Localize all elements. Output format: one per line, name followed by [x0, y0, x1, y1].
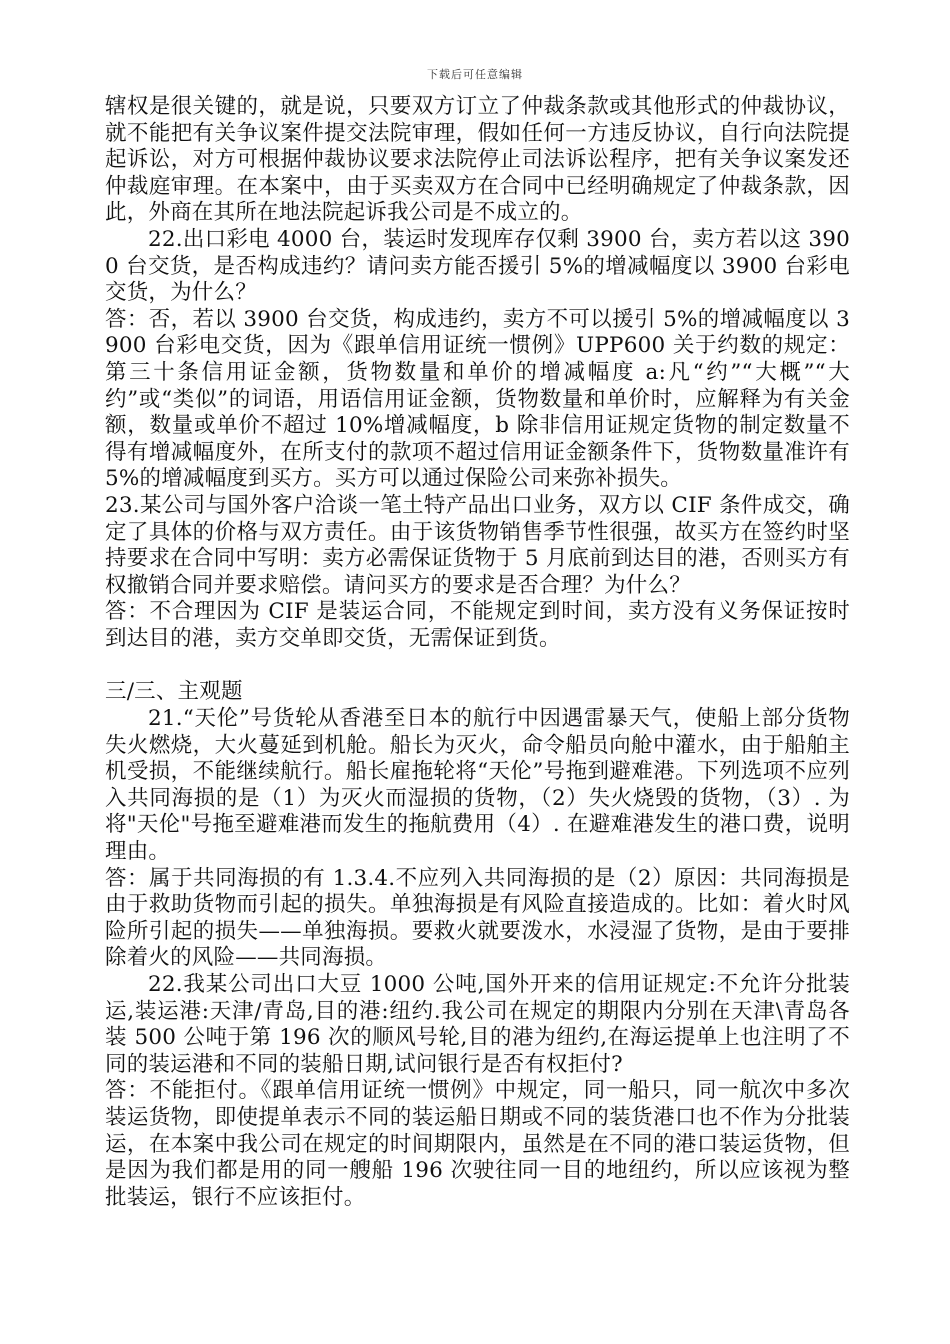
- answer-21-general-average: 答：属于共同海损的有 1.3.4.不应列入共同海损的是（2）原因：共同海损是由于救助货物而引起的损失。单独海损是有风险直接造成的。比如：着火时风险所引起的损失——单独海损。要救火就要泼水，水浸湿了货物，是由于要排除着火的风险——共同海损。: [105, 865, 850, 971]
- page-header: 下载后可任意编辑: [427, 68, 523, 81]
- question-21-general-average: 21.“天伦”号货轮从香港至日本的航行中因遇雷暴天气，使船上部分货物失火燃烧，大火蔓延到机舱。船长为灭火，命令船员向舱中灌水，由于船舶主机受损，不能继续航行。船长雇拖轮将“天伦”号拖到避难港。下列选项不应列入共同海损的是（1）为灭火而湿损的货物，（2）失火烧毁的货物，（3）. 为将"天伦"号拖至避难港而发生的拖航费用（4）. 在避难港发生的港口费，说明理由。: [105, 706, 850, 865]
- answer-22-soybeans: 答：不能拒付。《跟单信用证统一惯例》中规定，同一船只，同一航次中多次装运货物，即使提单表示不同的装运船日期或不同的装货港口也不作为分批装运，在本案中我公司在规定的时间期限内，虽然是在不同的港口装运货物，但是因为我们都是用的同一艘船 196 次驶往同一目的地纽约，所以应该视为整批装运，银行不应该拒付。: [105, 1078, 850, 1210]
- answer-22-color-tv: 答：否，若以 3900 台交货，构成违约，卖方不可以援引 5%的增减幅度以 3900 台彩电交货，因为《跟单信用证统一惯例》UPP600 关于约数的规定：第三十条信用证金额，货物数量和单价的增减幅度 a:凡“约”“大概”“大约”或“类似”的词语，用语信用证金额，货物数量和单价时，应解释为有关金额，数量或单价不超过 10%增减幅度，b 除非信用证规定货物的制定数量不得有增减幅度外，在所支付的款项不超过信用证金额条件下，货物数量准许有 5%的增减幅度到买方。买方可以通过保险公司来弥补损失。: [105, 306, 850, 492]
- question-23-cif: 23.某公司与国外客户洽谈一笔土特产品出口业务，双方以 CIF 条件成交，确定了具体的价格与双方责任。由于该货物销售季节性很强，故买方在签约时坚持要求在合同中写明：卖方必需保证货物于 5 月底前到达目的港，否则买方有权撤销合同并要求赔偿。请问买方的要求是否合理？为什么？: [105, 492, 850, 598]
- question-22-soybeans: 22.我某公司出口大豆 1000 公吨,国外开来的信用证规定:不允许分批装运,装运港:天津/青岛,目的港:纽约.我公司在规定的期限内分别在天津\青岛各装 500 公吨于第 196 次的顺风号轮,目的港为纽约,在海运提单上也注明了不同的装运港和不同的装船日期,试问银行是否有权拒付?: [105, 972, 850, 1077]
- section-gap: [105, 652, 850, 679]
- document-body: [105, 94, 850, 1211]
- question-22-color-tv: 22.出口彩电 4000 台，装运时发现库存仅剩 3900 台，卖方若以这 3900 台交货，是否构成违约？请问卖方能否援引 5%的增减幅度以 3900 台彩电交货，为什么？: [105, 226, 850, 306]
- answer-23-cif: 答：不合理因为 CIF 是装运合同，不能规定到时间，卖方没有义务保证按时到达目的港，卖方交单即交货，无需保证到货。: [105, 599, 850, 651]
- section-heading: 三/三、主观题: [105, 679, 243, 705]
- paragraph-arbitration-conclusion: 辖权是很关键的，就是说，只要双方订立了仲裁条款或其他形式的仲裁协议，就不能把有关争议案件提交法院审理，假如任何一方违反协议，自行向法院提起诉讼，对方可根据仲裁协议要求法院停止司法诉讼程序，把有关争议案发还仲裁庭审理。在本案中，由于买卖双方在合同中已经明确规定了仲裁条款，因此，外商在其所在地法院起诉我公司是不成立的。: [105, 94, 850, 226]
